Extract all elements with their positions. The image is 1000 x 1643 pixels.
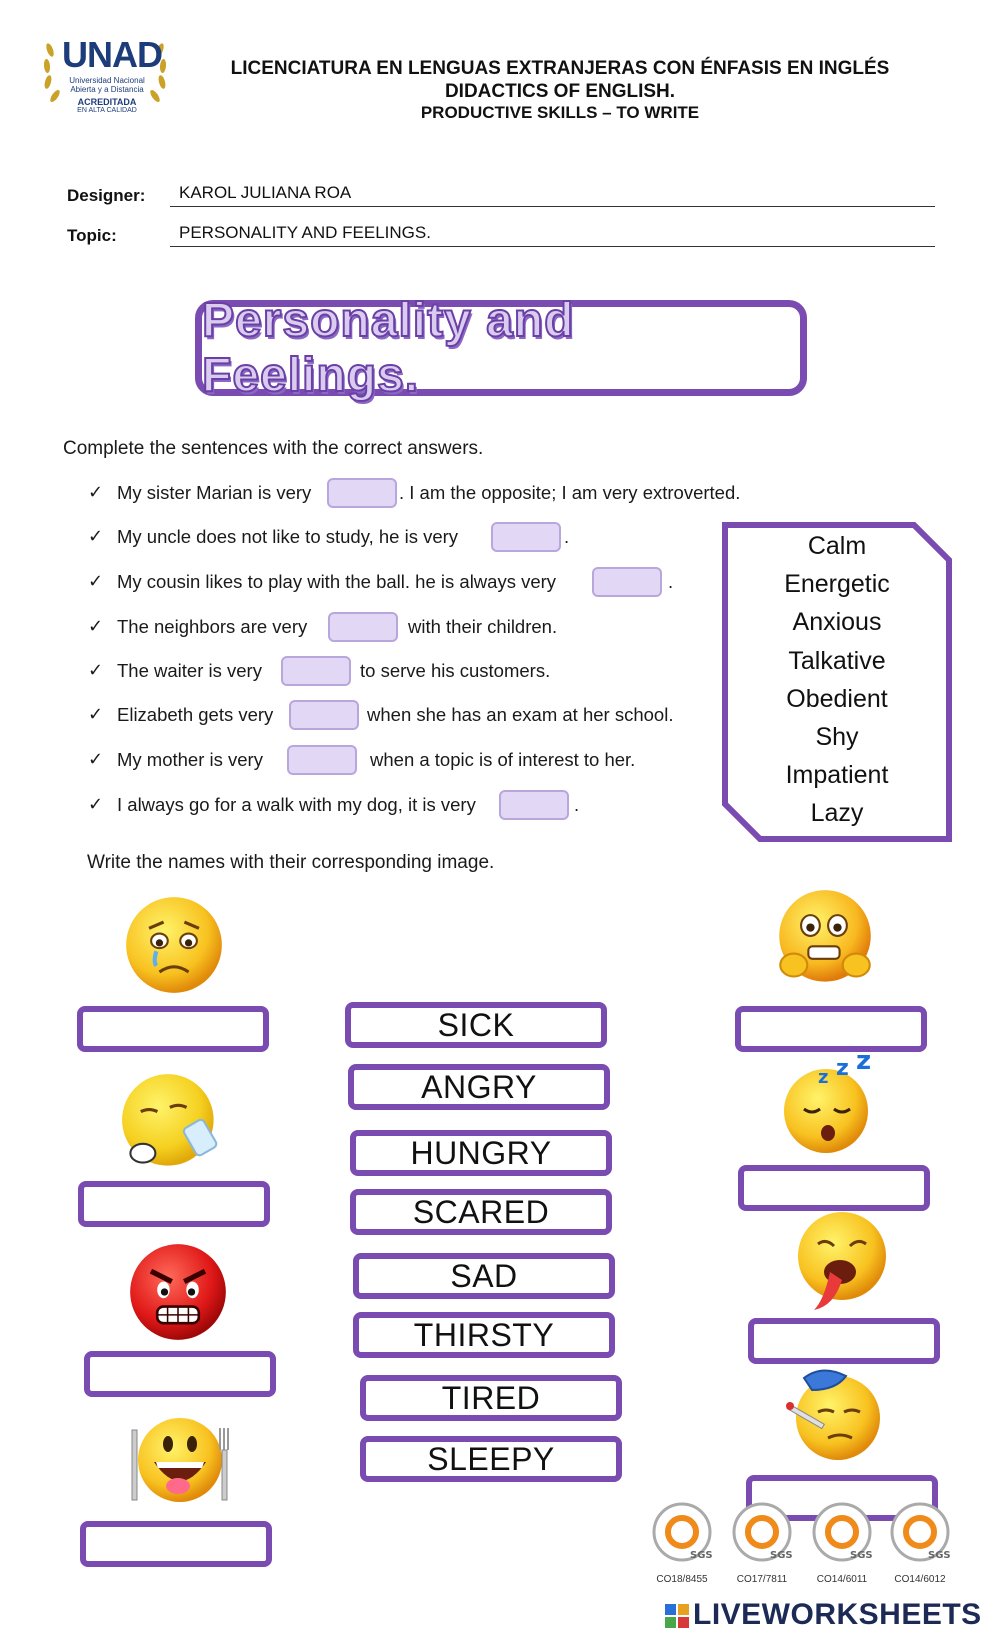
check-icon: ✓ (88, 749, 104, 769)
answer-blank-5[interactable] (281, 656, 351, 686)
sentence-7-before: My mother is very (117, 749, 263, 770)
word-card-scared[interactable]: SCARED (350, 1189, 612, 1235)
angry-emoji (126, 1240, 230, 1344)
bank-word-6: Shy (815, 723, 859, 751)
bank-word-5: Obedient (786, 685, 888, 713)
sentence-4-after: with their children. (408, 616, 558, 637)
answer-box-sleepy[interactable] (738, 1165, 930, 1211)
certification-seal-3 (810, 1500, 874, 1585)
bank-word-7: Impatient (785, 761, 889, 789)
liveworksheets-brand[interactable]: LIVEWORKSHEETS (693, 1598, 982, 1631)
certification-seal-4 (888, 1500, 952, 1585)
tired-emoji (788, 1210, 892, 1314)
worksheet-title: Personality and Feelings. (202, 294, 575, 402)
check-icon: ✓ (88, 482, 104, 502)
liveworksheets-icon (665, 1604, 689, 1628)
sentence-1-before: My sister Marian is very (117, 482, 312, 503)
check-icon: ✓ (88, 660, 104, 680)
hungry-emoji (128, 1408, 232, 1512)
answer-box-angry[interactable] (84, 1351, 276, 1397)
bank-word-3: Anxious (792, 608, 882, 636)
seal-brand: SGS (928, 1550, 951, 1561)
word-card-sick[interactable]: SICK (345, 1002, 607, 1048)
bank-word-2: Energetic (784, 570, 890, 598)
sentence-6-after: when she has an exam at her school. (367, 704, 674, 725)
certification-seal-2 (730, 1500, 794, 1585)
word-card-sad[interactable]: SAD (353, 1253, 615, 1299)
sentence-6-before: Elizabeth gets very (117, 704, 274, 725)
bank-word-4: Talkative (788, 647, 886, 675)
answer-box-tired[interactable] (748, 1318, 940, 1364)
sentence-1 (88, 478, 768, 510)
seal-brand: SGS (850, 1550, 873, 1561)
designer-label: Designer: (67, 186, 146, 205)
sentence-8-after: . (574, 794, 580, 815)
thirsty-emoji (120, 1070, 224, 1174)
sentence-5-after: to serve his customers. (360, 660, 551, 681)
seal-code-3: CO14/6011 (816, 1574, 868, 1585)
sentence-8 (88, 790, 688, 822)
sentence-8-before: I always go for a walk with my dog, it is very (117, 794, 476, 815)
check-icon: ✓ (88, 571, 104, 591)
answer-blank-4[interactable] (328, 612, 398, 642)
topic-label: Topic: (67, 226, 117, 245)
word-card-tired[interactable]: TIRED (360, 1375, 622, 1421)
word-card-angry[interactable]: ANGRY (348, 1064, 610, 1110)
logo-badge-2: EN ALTA CALIDAD (77, 107, 137, 114)
logo-text: UNAD (62, 34, 162, 75)
header-line-1: LICENCIATURA EN LENGUAS EXTRANJERAS CON ÉNFASIS EN INGLÉS (230, 58, 890, 79)
answer-blank-6[interactable] (289, 700, 359, 730)
answer-blank-2[interactable] (491, 522, 561, 552)
word-bank (722, 522, 952, 842)
answer-blank-1[interactable] (327, 478, 397, 508)
bank-word-1: Calm (807, 532, 867, 560)
seal-code-4: CO14/6012 (894, 1574, 946, 1585)
seal-code-2: CO17/7811 (736, 1574, 788, 1585)
seal-brand: SGS (690, 1550, 713, 1561)
sentence-7-after: when a topic is of interest to her. (370, 749, 636, 770)
word-card-hungry[interactable]: HUNGRY (350, 1130, 612, 1176)
sentence-5 (88, 656, 688, 688)
sentence-6 (88, 700, 728, 732)
logo-badge-1: ACREDITADA (77, 97, 137, 107)
sick-emoji (782, 1362, 886, 1466)
answer-box-scared[interactable] (735, 1006, 927, 1052)
scared-emoji (773, 886, 877, 990)
svg-text:z: z (856, 1053, 872, 1076)
check-icon: ✓ (88, 616, 104, 636)
word-card-sleepy[interactable]: SLEEPY (360, 1436, 622, 1482)
sentence-3-after: . (668, 571, 674, 592)
sentence-7 (88, 745, 688, 777)
sentence-2-after: . (564, 526, 570, 547)
sad-emoji (122, 893, 226, 997)
title-banner (195, 294, 807, 402)
sentence-5-before: The waiter is very (117, 660, 262, 681)
sentence-2-before: My uncle does not like to study, he is very (117, 526, 459, 547)
designer-value: KAROL JULIANA ROA (170, 183, 935, 207)
check-icon: ✓ (88, 794, 104, 814)
svg-text:z: z (818, 1067, 829, 1088)
unad-logo (40, 28, 170, 120)
logo-subtitle-1: Universidad Nacional (69, 76, 145, 85)
sentence-2 (88, 522, 688, 554)
certification-seal-1 (650, 1500, 714, 1585)
sentence-1-after: . I am the opposite; I am very extroverted. (399, 482, 741, 503)
header-line-3: PRODUCTIVE SKILLS – TO WRITE (420, 103, 700, 122)
sentence-3 (88, 567, 688, 599)
logo-subtitle-2: Abierta y a Distancia (70, 85, 144, 94)
header-line-2: DIDACTICS OF ENGLISH. (444, 81, 676, 102)
seal-brand: SGS (770, 1550, 793, 1561)
sentence-4-before: The neighbors are very (117, 616, 308, 637)
answer-blank-8[interactable] (499, 790, 569, 820)
answer-box-sad[interactable] (77, 1006, 269, 1052)
exercise1-instruction: Complete the sentences with the correct answers. (63, 438, 484, 459)
seal-code-1: CO18/8455 (656, 1574, 708, 1585)
answer-blank-7[interactable] (287, 745, 357, 775)
svg-text:z: z (836, 1056, 849, 1081)
exercise2-instruction: Write the names with their corresponding image. (87, 852, 495, 873)
check-icon: ✓ (88, 704, 104, 724)
topic-value: PERSONALITY AND FEELINGS. (170, 223, 935, 247)
word-card-thirsty[interactable]: THIRSTY (353, 1312, 615, 1358)
answer-box-thirsty[interactable] (78, 1181, 270, 1227)
check-icon: ✓ (88, 526, 104, 546)
sentence-3-before: My cousin likes to play with the ball. he is always very (117, 571, 557, 592)
answer-blank-3[interactable] (592, 567, 662, 597)
sleepy-emoji (778, 1053, 882, 1157)
sentence-4 (88, 612, 688, 644)
bank-word-8: Lazy (810, 799, 864, 827)
answer-box-hungry[interactable] (80, 1521, 272, 1567)
